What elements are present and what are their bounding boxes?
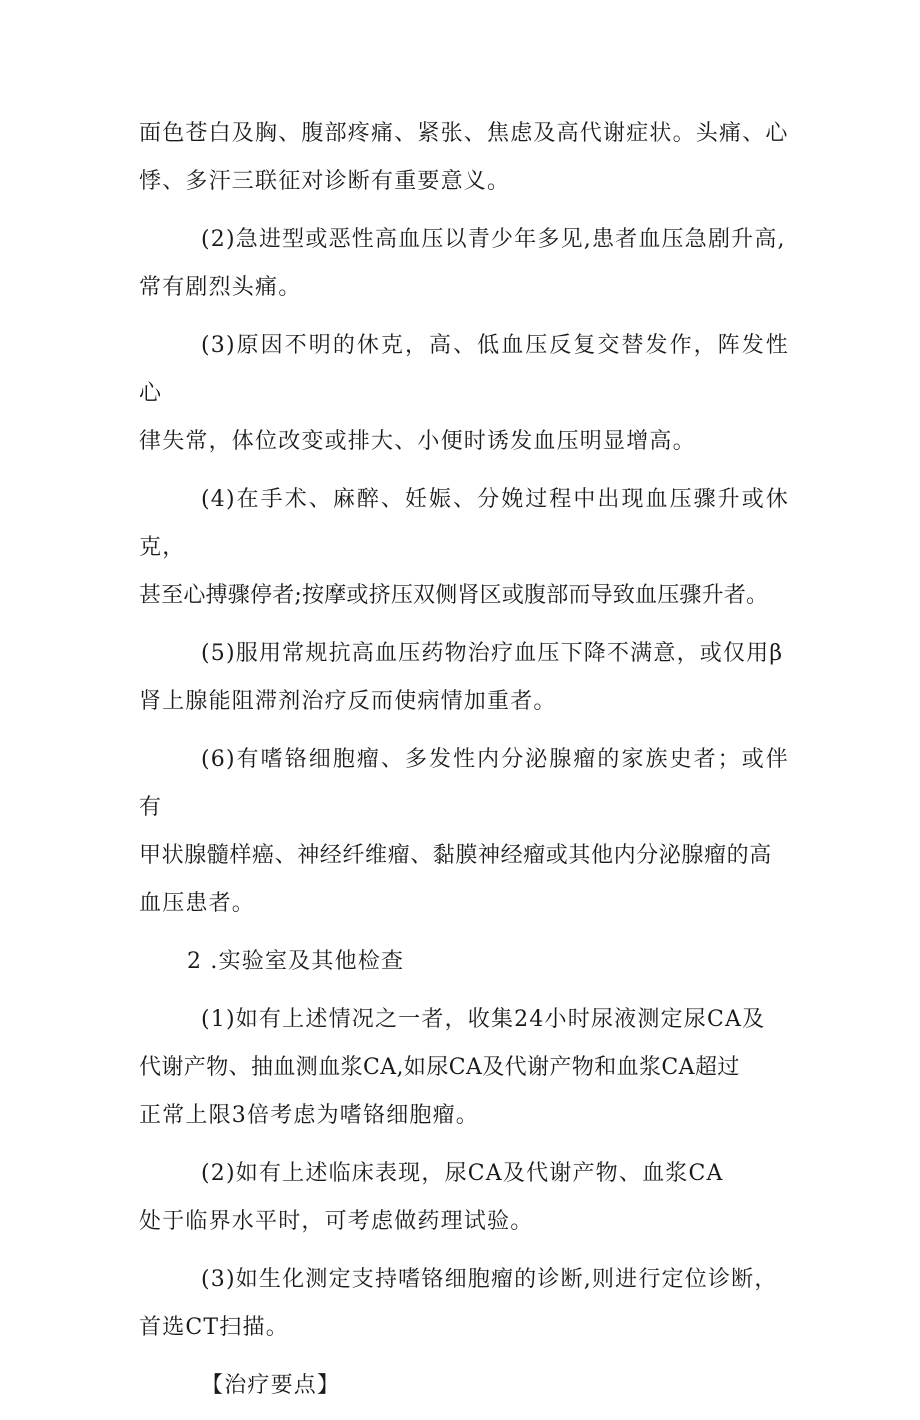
text-line: 悸、多汗三联征对诊断有重要意义。 [139,169,511,194]
paragraph-item-6-family-history [139,736,789,928]
paragraph-lab-item-1 [139,996,789,1140]
text-line: 甲状腺髓样癌、神经纤维瘤、黏膜神经瘤或其他内分泌腺瘤的高 [139,843,772,868]
text-line: 甚至心搏骤停者;按摩或挤压双侧肾区或腹部而导致血压骤升者。 [139,583,769,608]
text-line: (3)如生化测定支持嗜铬细胞瘤的诊断,则进行定位诊断， [201,1267,778,1292]
paragraph-item-5-medication [139,630,789,726]
paragraph-lab-item-3 [139,1256,789,1352]
text-line: (1)如有上述情况之一者，收集24小时尿液测定尿CA及 [201,1007,766,1032]
text-line: 首选CT扫描。 [139,1315,289,1340]
text-line: 血压患者。 [139,891,256,916]
paragraph-item-4-surgery [139,476,789,620]
text-line: 常有剧烈头痛。 [139,275,302,300]
text-line: (2)如有上述临床表现，尿CA及代谢产物、血浆CA [201,1161,724,1186]
text-line: (6)有嗜铬细胞瘤、多发性内分泌腺瘤的家族史者；或伴有 [139,747,789,820]
document-body [139,110,789,1420]
text-line: 代谢产物、抽血测血浆CA,如尿CA及代谢产物和血浆CA超过 [139,1055,740,1080]
text-line: 面色苍白及胸、腹部疼痛、紧张、焦虑及高代谢症状。头痛、心 [139,121,789,146]
section-heading-lab-tests [139,938,789,986]
text-line: 律失常，体位改变或排大、小便时诱发血压明显增高。 [139,429,696,454]
text-line: 正常上限3倍考虑为嗜铬细胞瘤。 [139,1103,479,1128]
text-line: 肾上腺能阻滞剂治疗反而使病情加重者。 [139,689,557,714]
paragraph-symptoms-continued [139,110,789,206]
text-line: 【治疗要点】 [201,1373,341,1398]
paragraph-item-2-malignant-hypertension [139,216,789,312]
text-line: 2 .实验室及其他检查 [187,949,405,974]
paragraph-item-3-shock [139,322,789,466]
section-heading-treatment [139,1362,789,1410]
text-line: 处于临界水平时，可考虑做药理试验。 [139,1209,534,1234]
text-line: (5)服用常规抗高血压药物治疗血压下降不满意，或仅用β [201,641,784,666]
text-line: (2)急进型或恶性高血压以青少年多见,患者血压急剧升高, [201,227,786,252]
text-line: (4)在手术、麻醉、妊娠、分娩过程中出现血压骤升或休克， [139,487,789,560]
text-line: (3)原因不明的休克，高、低血压反复交替发作，阵发性心 [139,333,789,406]
paragraph-lab-item-2 [139,1150,789,1246]
